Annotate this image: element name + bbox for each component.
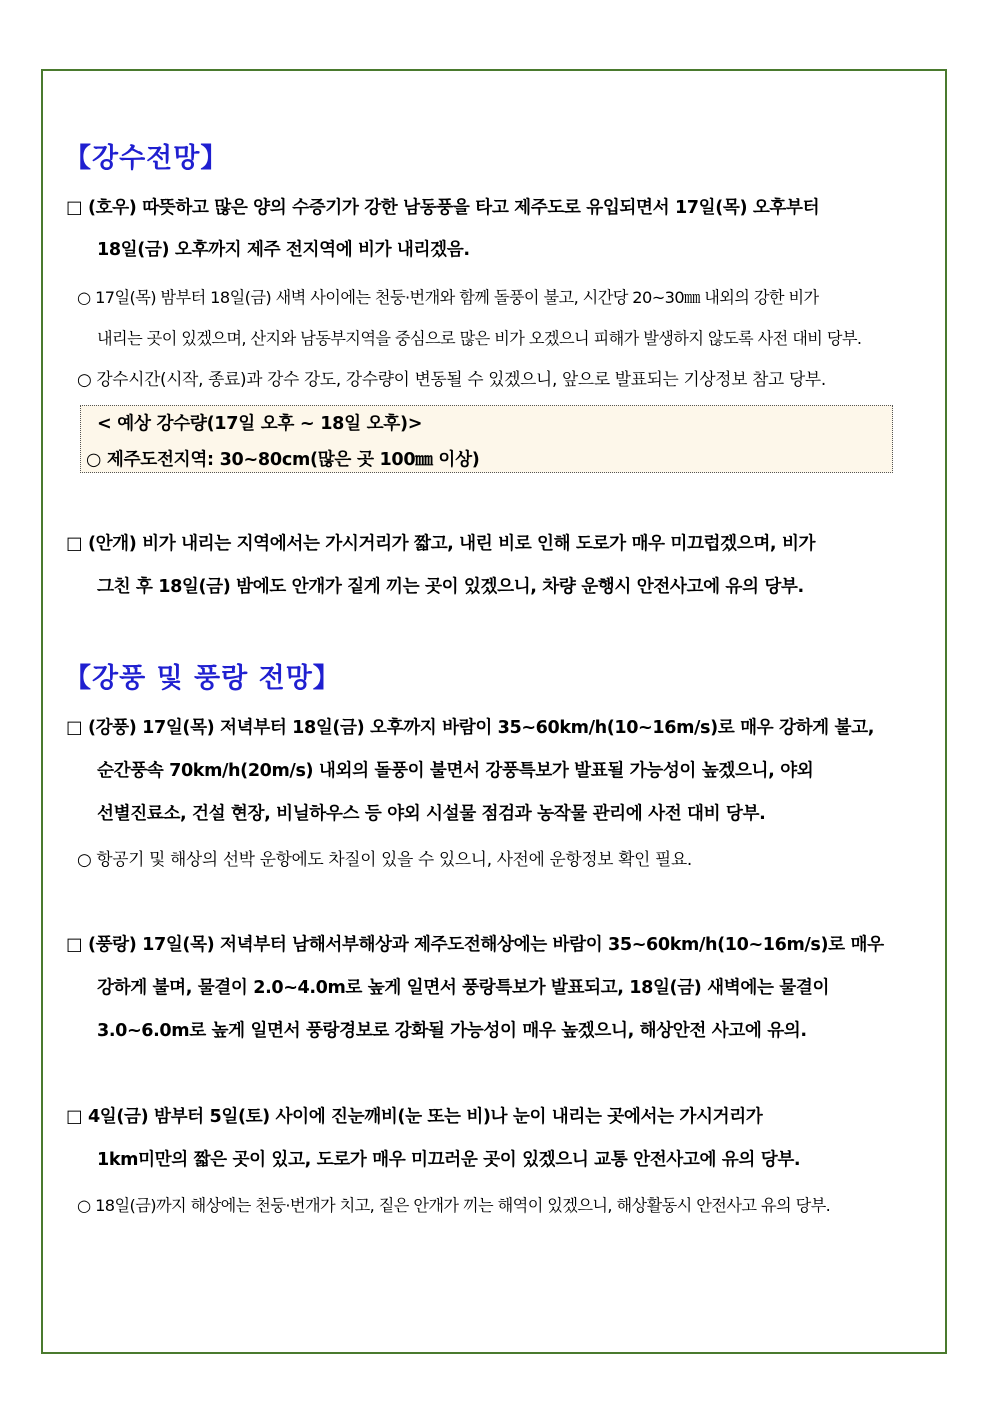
high-waves-bullet-line-1: □ (풍랑) 17일(목) 저녁부터 남해서부해상과 제주도전해상에는 바람이 35~60km/h(10~16m/s)로 매우 [66,935,884,955]
strong-wind-bullet-line-3: 선별진료소, 건설 현장, 비닐하우스 등 야외 시설물 점검과 농작물 관리에 사전 대비 당부. [97,804,766,824]
wind-outlook-heading: 【강풍 및 풍랑 전망】 [64,663,341,694]
rain-sub-2-line-1: ○ 강수시간(시작, 종료)과 강수 강도, 강수량이 변동될 수 있겠으니, 앞으로 발표되는 기상정보 참고 당부. [77,369,826,389]
rain-sub-1-line-2: 내리는 곳이 있겠으며, 산지와 남동부지역을 중심으로 많은 비가 오겠으니 피해가 발생하지 않도록 사전 대비 당부. [97,329,862,348]
high-waves-bullet-line-2: 강하게 불며, 물결이 2.0~4.0m로 높게 일면서 풍랑특보가 발표되고, 18일(금) 새벽에는 물결이 [97,978,830,998]
high-waves-bullet-line-3: 3.0~6.0m로 높게 일면서 풍랑경보로 강화될 가능성이 매우 높겠으니, 해상안전 사고에 유의. [97,1021,807,1041]
rain-bullet-1-line-2: 18일(금) 오후까지 제주 전지역에 비가 내리겠음. [97,240,470,260]
rain-sub-1-line-1: ○ 17일(목) 밤부터 18일(금) 새벽 사이에는 천둥·번개와 함께 돌풍이 불고, 시간당 20~30㎜ 내외의 강한 비가 [77,288,819,307]
expected-rainfall-title: < 예상 강수량(17일 오후 ~ 18일 오후)> [97,414,423,434]
fog-bullet-line-1: □ (안개) 비가 내리는 지역에서는 가시거리가 짧고, 내린 비로 인해 도로가 매우 미끄럽겠으며, 비가 [66,534,816,554]
strong-wind-sub-line-1: ○ 항공기 및 해상의 선박 운항에도 차질이 있을 수 있으니, 사전에 운항정보 확인 필요. [77,849,692,869]
rain-bullet-1-line-1: □ (호우) 따뜻하고 많은 양의 수증기가 강한 남동풍을 타고 제주도로 유입되면서 17일(목) 오후부터 [66,198,820,218]
sea-safety-sub-line-1: ○ 18일(금)까지 해상에는 천둥·번개가 치고, 짙은 안개가 끼는 해역이 있겠으니, 해상활동시 안전사고 유의 당부. [77,1196,831,1215]
sleet-bullet-line-1: □ 4일(금) 밤부터 5일(토) 사이에 진눈깨비(눈 또는 비)나 눈이 내리는 곳에서는 가시거리가 [66,1107,763,1127]
rain-outlook-heading: 【강수전망】 [64,143,229,174]
fog-bullet-line-2: 그친 후 18일(금) 밤에도 안개가 짙게 끼는 곳이 있겠으니, 차량 운행시 안전사고에 유의 당부. [97,577,804,597]
strong-wind-bullet-line-1: □ (강풍) 17일(목) 저녁부터 18일(금) 오후까지 바람이 35~60km/h(10~16m/s)로 매우 강하게 불고, [66,718,874,738]
sleet-bullet-line-2: 1km미만의 짧은 곳이 있고, 도로가 매우 미끄러운 곳이 있겠으니 교통 안전사고에 유의 당부. [97,1150,801,1170]
expected-rainfall-value: ○ 제주도전지역: 30~80cm(많은 곳 100㎜ 이상) [86,450,480,470]
strong-wind-bullet-line-2: 순간풍속 70km/h(20m/s) 내외의 돌풍이 불면서 강풍특보가 발표될 가능성이 높겠으니, 야외 [97,761,814,781]
